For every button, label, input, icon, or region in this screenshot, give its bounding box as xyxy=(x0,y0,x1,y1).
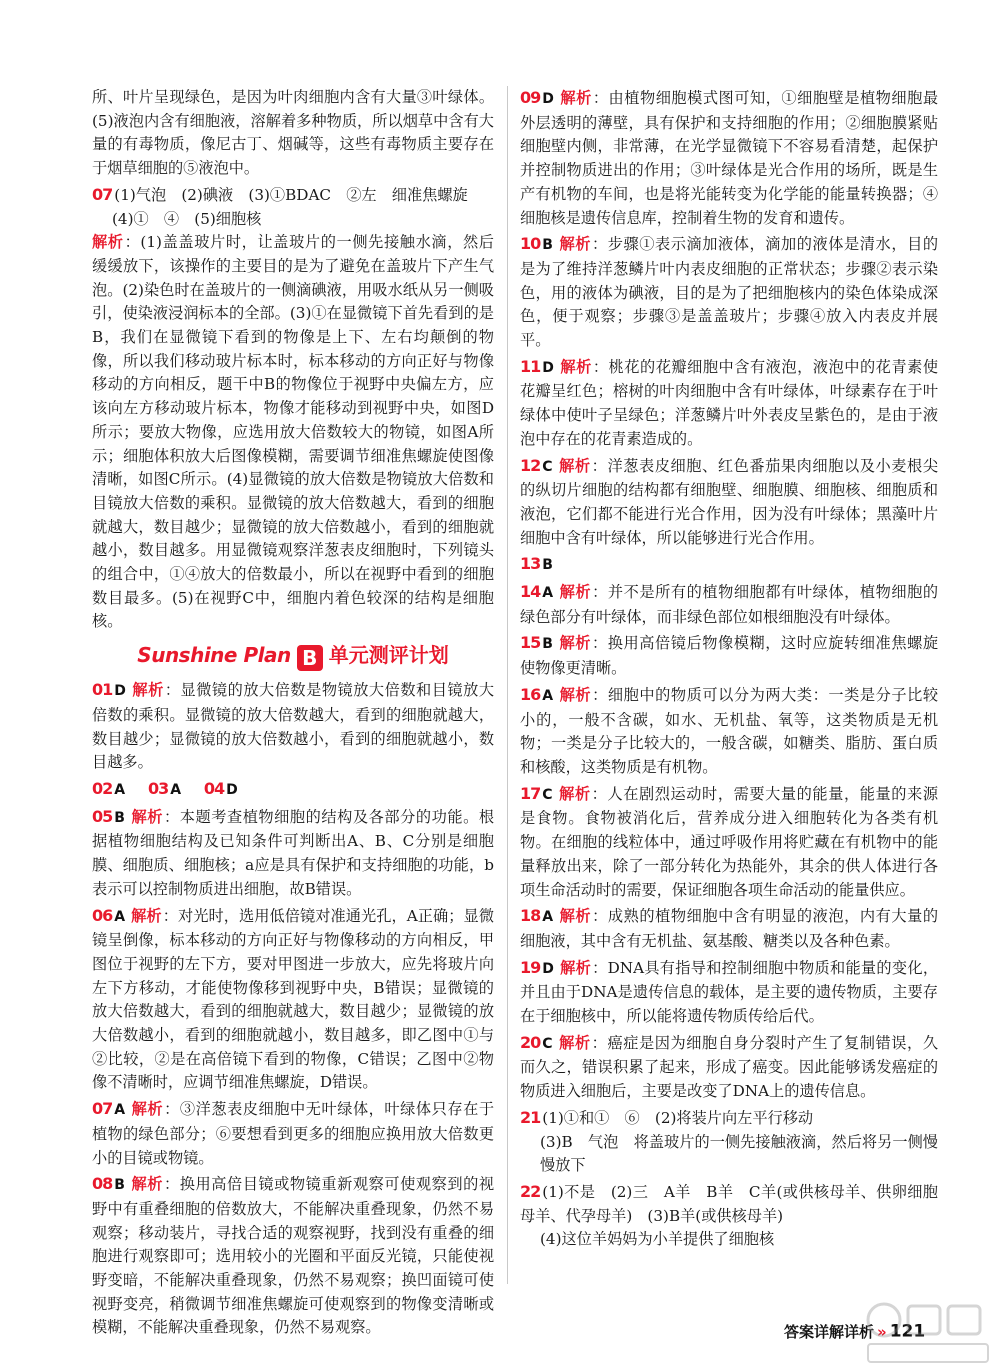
watermark-box xyxy=(948,1306,980,1334)
question-number: 18 xyxy=(520,906,541,926)
analysis-tag: 解析 xyxy=(558,634,592,653)
question-number: 07 xyxy=(92,1099,113,1119)
analysis-text: ：显微镜的放大倍数是物镜放大倍数和目镜放大倍数的乘积。显微镜的放大倍数越大，看到的细胞就越大，数目越少；显微镜的放大倍数越小，看到的细胞就越小，数目越多。 xyxy=(92,681,495,772)
answer-17 xyxy=(520,782,938,903)
question-number: 09 xyxy=(520,88,541,107)
question-number: 11 xyxy=(520,356,541,376)
answer-13 xyxy=(520,552,938,578)
analysis-text: ：DNA具有指导和控制细胞中物质和能量的变化，并且由于DNA是遗传信息的载体，是主要的遗传物质，主要存在于细胞核中，所以能将遗传物质传给后代。 xyxy=(520,958,939,1026)
answer-letter: B xyxy=(542,557,553,574)
answer-20 xyxy=(520,1031,938,1104)
analysis-tag: 解析 xyxy=(559,958,592,977)
answer-letter: A xyxy=(114,1102,126,1119)
analysis-tag: 解析 xyxy=(131,681,164,700)
watermark-circle xyxy=(868,1304,900,1336)
answer-line: (3)B 气泡 将盖玻片的一侧先接触液滴，然后将另一侧慢慢放下 xyxy=(540,1132,938,1175)
answer-line: (4)① ④ (5)细胞核 xyxy=(112,209,262,228)
analysis-text: ：(1)盖盖玻片时，让盖玻片的一侧先接触水滴，然后缓缓放下，该操作的主要目的是为了避免在盖玻片下产生气泡。(2)染色时在盖玻片的一侧滴碘液，用吸水纸从另一侧吸引，使染液浸润标本的全部。(3)①在显微镜下首先看到的是B，我们在显微镜下看到的物像是上下、左右均颠倒的物像，所以我们移动玻片标本时，标本移动的方向正好与物像移动的方向相反，题干中B的物像位于视野中央偏左方，应该向左方移动玻片标本，物像才能移动到视野中央，如图D所示；要放大物像，应选用放大倍数较大的物镜，如图A所示；细胞体积放大后图像模糊，需要调节细准焦螺旋使图像清晰，如图C所示。(4)显微镜的放大倍数是物镜放大倍数和目镜放大倍数的乘积。显微镜的放大倍数越大，看到的细胞就越大，数目越少；显微镜的放大倍数越小，看到的细胞就越小，数目越多。用显微镜观察洋葱表皮细胞时，下列镜头的组合中，①④放大的倍数最小，所以在视野中看到的细胞数目最多。(5)在视野C中，细胞内着色较深的结构是细胞核。 xyxy=(92,233,494,631)
answer-line: (1)气泡 (2)碘液 (3)①BDAC ②左 细准焦螺旋 xyxy=(114,185,468,204)
question-number: 17 xyxy=(520,783,541,803)
analysis-tag: 解析 xyxy=(559,583,592,602)
answer-12 xyxy=(520,454,938,551)
answer-letter: A xyxy=(114,781,126,798)
answer-21 xyxy=(520,1106,938,1178)
page-number: 121 xyxy=(889,1321,926,1342)
banner-letter-badge: B xyxy=(297,645,323,671)
question-number: 06 xyxy=(92,905,113,925)
analysis-tag: 解析 xyxy=(130,1175,163,1194)
answer-10 xyxy=(520,232,938,353)
unit-test-banner xyxy=(92,640,494,670)
answer-06 xyxy=(92,904,494,1096)
analysis-text: ：换用高倍目镜或物镜重新观察可使观察到的视野中有重叠细胞的倍数放大，不能解决重叠现象，仍然不易观察；移动装片，寻找合适的观察视野，找到没有重叠的细胞进行观察即可；选用较小的光圈和平面反光镜，只能使视野变暗，不能解决重叠现象，仍然不易观察；换凹面镜可使视野变亮，稍微调节细准焦螺旋可使观察到的物像变清晰或模糊，不能解决重叠现象，仍然不易观察。 xyxy=(92,1175,495,1337)
answer-letter: A xyxy=(542,585,554,602)
answer-letter: D xyxy=(542,960,554,977)
analysis-text: ：对光时，选用低倍镜对准通光孔，A正确；显微镜呈倒像，标本移动的方向正好与物像移动的方向相反，甲图位于视野的左下方，要对甲图进一步放大，应先将玻片向左下方移动，才能使物像移到视野中央，B错误；显微镜的放大倍数越大，看到的细胞就越大，数目越少；显微镜的放大倍数越小，看到的细胞就越小，数目越多，即乙图中①与②比较，②是在高倍镜下看到的物像，C错误；乙图中②物像不清晰时，应调节细准焦螺旋，D错误。 xyxy=(92,906,495,1092)
analysis-tag: 解析 xyxy=(559,907,592,926)
analysis-text: ：癌症是因为细胞自身分裂时产生了复制错误，久而久之，错误积累了起来，形成了癌变。因此能够诱发癌症的物质进入细胞后，主要是改变了DNA上的遗传信息。 xyxy=(520,1033,939,1101)
question-number: 01 xyxy=(92,680,113,700)
analysis-tag: 解析 xyxy=(559,685,592,704)
analysis-text: ：洋葱表皮细胞、红色番茄果肉细胞以及小麦根尖的纵切片细胞的结构都有细胞壁、细胞膜、细胞核、细胞质和液泡，它们都不能进行光合作用，因为没有叶绿体；黑藻叶片细胞中含有叶绿体，所以能够进行光合作用。 xyxy=(520,456,939,547)
question-number: 08 xyxy=(92,1174,113,1194)
question-number: 02 xyxy=(92,778,113,798)
answer-letter: C xyxy=(542,1035,553,1052)
answer-08 xyxy=(92,1172,494,1340)
analysis-text: ：人在剧烈运动时，需要大量的能量，能量的来源是食物。食物被消化后，营养成分进入细胞转化为各类有机物。在细胞的线粒体中，通过呼吸作用将贮藏在有机物中的能量释放出来，除了一部分转化为热能外，其余的供人体进行各项生命活动时的需要，保证细胞各项生命活动的能量供应。 xyxy=(520,784,939,899)
answer-letter: D xyxy=(542,91,554,107)
answer-09 xyxy=(520,86,938,230)
question-number: 07 xyxy=(92,184,113,204)
analysis-tag: 解析 xyxy=(558,235,592,254)
answer-letter: C xyxy=(542,786,553,803)
question-number: 20 xyxy=(520,1032,541,1052)
answer-letter: B xyxy=(542,636,553,653)
answer-letter: D xyxy=(542,359,554,376)
answer-01 xyxy=(92,678,494,775)
answer-22 xyxy=(520,1180,938,1252)
watermark-logo xyxy=(862,1300,994,1366)
answers-02-04 xyxy=(92,777,494,803)
answer-03 xyxy=(148,780,187,798)
banner-english-title: Sunshine Plan xyxy=(137,643,291,668)
analysis-text: ：步骤①表示滴加液体，滴加的液体是清水，目的是为了维持洋葱鳞片叶内表皮细胞的正常状态；步骤②表示染色，用的液体为碘液，目的是为了把细胞核内的染色体染成深色，便于观察；步骤③是盖盖玻片；步骤④放入内表皮并展平。 xyxy=(520,235,939,350)
left-column xyxy=(92,86,494,1342)
question-number: 05 xyxy=(92,806,113,826)
analysis-text: ：换用高倍镜后物像模糊，这时应旋转细准焦螺旋使物像更清晰。 xyxy=(520,634,939,678)
analysis-tag: 解析 xyxy=(559,89,592,107)
answer-07b xyxy=(92,1097,494,1170)
question-number: 14 xyxy=(520,582,541,602)
analysis-tag: 解析 xyxy=(558,456,591,475)
answer-19 xyxy=(520,956,938,1029)
right-column xyxy=(520,86,938,1254)
analysis-tag: 解析 xyxy=(558,1033,591,1052)
analysis-text: ：桃花的花瓣细胞中含有液泡，液泡中的花青素使花瓣呈红色；榕树的叶肉细胞中含有叶绿体，叶绿素存在于叶绿体中使叶子呈绿色；洋葱鳞片叶外表皮呈紫色的，是由于液泡中存在的花青素造成的。 xyxy=(520,357,939,448)
answer-letter: D xyxy=(226,781,238,798)
answer-letter: B xyxy=(542,237,553,254)
question-number: 10 xyxy=(520,234,541,254)
analysis-tag: 解析 xyxy=(130,807,163,826)
answer-letter: D xyxy=(114,683,126,700)
answer-line: (4)这位羊妈妈为小羊提供了细胞核 xyxy=(540,1230,775,1249)
answer-letter: B xyxy=(114,809,125,826)
answer-letter: A xyxy=(114,908,126,925)
footer-label: 答案详解详析 xyxy=(784,1323,875,1341)
question-number: 15 xyxy=(520,633,541,653)
question-number: 19 xyxy=(520,957,541,977)
question-number: 21 xyxy=(520,1107,541,1127)
answer-line: (1)①和① ⑥ (2)将装片向左平行移动 xyxy=(542,1108,814,1127)
analysis-text: ：成熟的植物细胞中含有明显的液泡，内有大量的细胞液，其中含有无机盐、氨基酸、糖类以及各种色素。 xyxy=(520,907,939,950)
answer-letter: C xyxy=(542,458,553,475)
analysis-text: ：并不是所有的植物细胞都有叶绿体，植物细胞的绿色部分有叶绿体，而非绿色部位如根细胞没有叶绿体。 xyxy=(520,583,939,626)
question-number: 12 xyxy=(520,455,541,475)
question-number: 22 xyxy=(520,1181,541,1201)
banner-chinese-title: 单元测评计划 xyxy=(328,643,449,668)
answer-07-section xyxy=(92,183,494,634)
answer-16 xyxy=(520,683,938,780)
question-number: 13 xyxy=(520,554,541,574)
answer-11 xyxy=(520,355,938,452)
analysis-tag: 解析 xyxy=(558,784,591,803)
analysis-text: ：③洋葱表皮细胞中无叶绿体，叶绿体只存在于植物的绿色部分；⑥要想看到更多的细胞应换用放大倍数更小的目镜或物镜。 xyxy=(92,1100,494,1167)
analysis-tag: 解析 xyxy=(92,233,124,252)
answer-15 xyxy=(520,631,938,680)
column-divider xyxy=(507,86,508,1284)
analysis-tag: 解析 xyxy=(131,906,162,925)
answer-line: (1)不是 (2)三 A羊 B羊 C羊(或供核母羊、供卵细胞母羊、代孕母羊) (3)B羊(或供核母羊) xyxy=(520,1182,938,1225)
analysis-text: ：本题考查植物细胞的结构及各部分的功能。根据植物细胞结构及已知条件可判断出A、B、C分别是细胞膜、细胞质、细胞核；a应是具有保护和支持细胞的功能，b表示可以控制物质进出细胞，故B错误。 xyxy=(92,807,495,898)
watermark-box xyxy=(908,1306,940,1334)
question-number: 04 xyxy=(203,778,225,798)
answer-letter: A xyxy=(542,687,554,704)
answer-04 xyxy=(204,780,244,798)
analysis-text: ：由植物细胞模式图可知，①细胞壁是植物细胞最外层透明的薄壁，具有保护和支持细胞的作用；②细胞膜紧贴细胞壁内侧，非常薄，在光学显微镜下不容易看清楚，起保护并控制物质进出的作用；③叶绿体是光合作用的场所，既是生产有机物的车间，也是将光能转变为化学能的能量转换器；④细胞核是遗传信息库，控制着生物的发育和遗传。 xyxy=(520,89,939,227)
answer-letter: B xyxy=(114,1177,125,1194)
analysis-text: ：细胞中的物质可以分为两大类：一类是分子比较小的，一般不含碳，如水、无机盐、氧等，这类物质是无机物；一类是分子比较大的，一般含碳，如糖类、脂肪、蛋白质和核酸，这类物质是有机物。 xyxy=(520,685,939,776)
double-chevron-right-icon: » xyxy=(877,1322,887,1341)
answer-18 xyxy=(520,904,938,953)
question-number: 03 xyxy=(147,778,169,798)
answer-05 xyxy=(92,805,494,902)
answer-letter: A xyxy=(542,909,554,926)
intro-paragraph: 所、叶片呈现绿色，是因为叶肉细胞内含有大量③叶绿体。(5)液泡内含有细胞液，溶解着多种物质，所以烟草中含有大量的有毒物质，像尼古丁、烟碱等，这些有毒物质主要存在于烟草细胞的⑤液泡中。 xyxy=(92,88,494,178)
answer-14 xyxy=(520,580,938,629)
answer-02 xyxy=(92,780,131,798)
question-number: 16 xyxy=(520,684,541,704)
watermark-bar xyxy=(868,1344,988,1362)
answer-letter: A xyxy=(170,781,182,798)
analysis-tag: 解析 xyxy=(559,357,592,376)
analysis-tag: 解析 xyxy=(131,1100,164,1119)
